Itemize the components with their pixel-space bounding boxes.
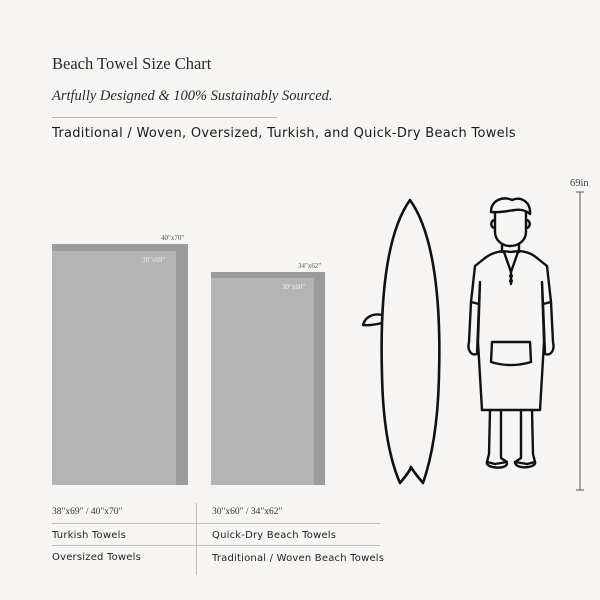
surfboard-illustration [355,195,465,495]
person-illustration [455,192,570,492]
large-towel-inner-label: 38"x69" [142,256,166,264]
table-column-divider [196,503,197,575]
title-divider [52,117,277,118]
small-towel-outer-label: 34"x62" [298,262,322,270]
large-towel-inner [52,251,176,485]
small-towel-inner-label: 30"x60" [282,283,306,291]
row-quick-dry-towels: Quick-Dry Beach Towels [212,530,337,541]
row-turkish-towels: Turkish Towels [52,530,126,541]
large-towel-outer-label: 40"x70" [161,234,185,242]
table-divider-middle [52,545,380,546]
row-oversized-towels: Oversized Towels [52,552,142,563]
small-towel-inner [211,278,314,485]
section-heading: Traditional / Woven, Oversized, Turkish, and Quick-Dry Beach Towels [52,126,516,141]
left-dimensions: 38"x69" / 40"x70" [52,507,123,517]
page-subtitle: Artfully Designed & 100% Sustainably Sourced. [52,88,333,104]
table-divider-top [52,523,380,524]
page-title: Beach Towel Size Chart [52,54,212,73]
right-dimensions: 30"x60" / 34"x62" [212,507,283,517]
height-label: 69in [570,178,589,189]
row-traditional-woven-towels: Traditional / Woven Beach Towels [212,553,385,564]
height-indicator-line [573,190,587,492]
